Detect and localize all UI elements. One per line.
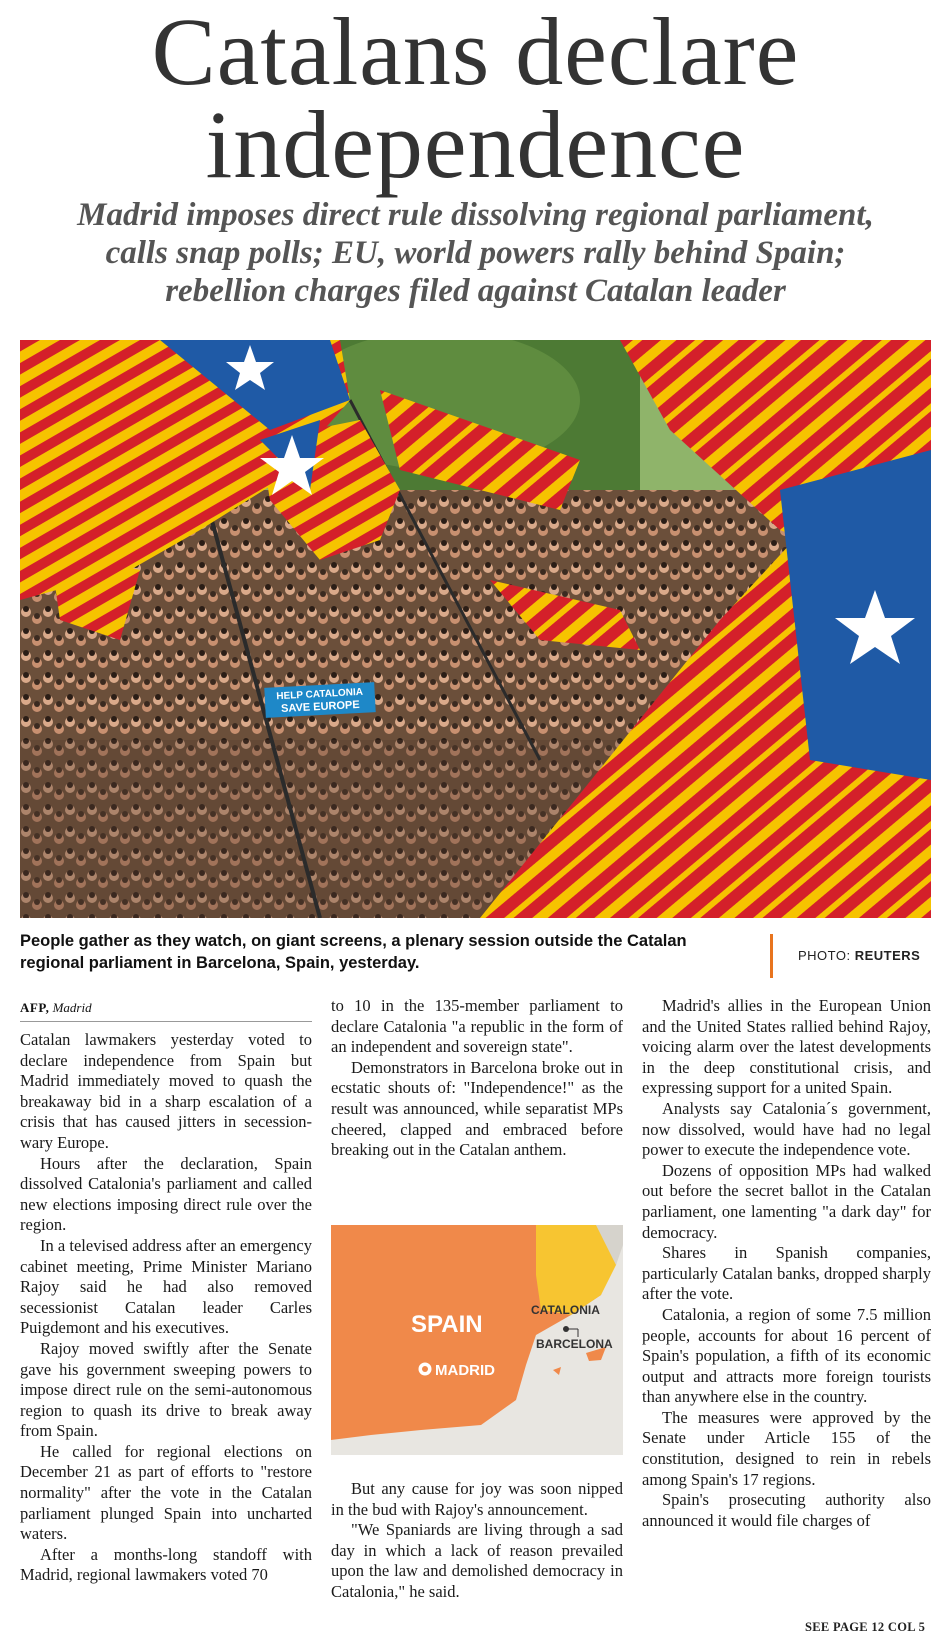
- subheadline: [20, 196, 931, 310]
- paragraph: "We Spaniards are living through a sad day in which a lack of reason prevailed upon the law and demolished democracy in Catalonia," he said.: [331, 1520, 623, 1601]
- byline-divider: [20, 1021, 312, 1022]
- photo-credit: [798, 948, 920, 963]
- byline-agency: AFP,: [20, 1000, 50, 1015]
- photo-credit-source: REUTERS: [854, 948, 921, 963]
- headline-line-1: Catalans declare: [151, 0, 800, 105]
- paragraph: After a months-long standoff with Madrid, regional lawmakers voted 70: [20, 1544, 312, 1585]
- article-column-2: [331, 996, 623, 1161]
- spain-map: [331, 1225, 623, 1455]
- byline-location: Madrid: [52, 1000, 92, 1015]
- paragraph: Analysts say Catalonia´s government, now dissolved, would have had no legal power to execute the independence vote.: [642, 1098, 931, 1160]
- subhead-line-2: calls snap polls; EU, world powers rally behind Spain;: [105, 235, 846, 271]
- paragraph: Demonstrators in Barcelona broke out in ecstatic shouts of: "Independence!" as the result was announced, while separatist MPs cheered, clapped and embraced before breaking out in the Catalan anthem.: [331, 1057, 623, 1160]
- map-label-catalonia: CATALONIA: [531, 1303, 600, 1317]
- headline-line-2: independence: [205, 91, 746, 198]
- map-label-madrid: MADRID: [435, 1362, 495, 1379]
- lead-photo: [20, 340, 931, 918]
- map-label-barcelona: BARCELONA: [536, 1337, 613, 1351]
- paragraph: The measures were approved by the Senate under Article 155 of the constitution, designed to rein in rebels among Spain's 17 regions.: [642, 1407, 931, 1489]
- paragraph: He called for regional elections on December 21 as part of efforts to "restore normality" after the vote in the Catalan parliament plunged Spain into uncharted waters.: [20, 1441, 312, 1544]
- photo-sign-line-2: SAVE EUROPE: [280, 698, 360, 716]
- photo-sign-line-1: HELP CATALONIA: [276, 686, 364, 703]
- paragraph: to 10 in the 135-member parliament to declare Catalonia "a republic in the form of an independent and sovereign state".: [331, 996, 623, 1057]
- article-column-3: [642, 996, 931, 1531]
- paragraph: Shares in Spanish companies, particularly Catalan banks, dropped sharply after the vote.: [642, 1243, 931, 1304]
- photo-credit-label: PHOTO:: [798, 948, 855, 963]
- paragraph: Rajoy moved swiftly after the Senate gave his government sweeping powers to impose direct rule on the semi-autonomous region to quash its drive to break away from Spain.: [20, 1338, 312, 1441]
- subhead-line-1: Madrid imposes direct rule dissolving regional parliament,: [77, 197, 874, 233]
- locator-map: [331, 1225, 623, 1455]
- byline: [20, 1000, 92, 1016]
- article-column-2-continued: [331, 1479, 623, 1603]
- paragraph: In a televised address after an emergency cabinet meeting, Prime Minister Mariano Rajoy said he had also removed secessionist Catalan leader Carles Puigdemont and his executives.: [20, 1235, 312, 1338]
- paragraph: Spain's prosecuting authority also announced it would file charges of: [642, 1490, 931, 1530]
- paragraph: Catalan lawmakers yesterday voted to declare independence from Spain but Madrid immediately moved to quash the breakaway bid in a sharp escalation of a crisis that has caused jitters in secession-wary Europe.: [20, 1030, 312, 1152]
- caption-divider: [770, 934, 773, 978]
- subhead-line-3: rebellion charges filed against Catalan leader: [165, 273, 786, 309]
- map-label-spain: SPAIN: [411, 1311, 483, 1338]
- paragraph: Madrid's allies in the European Union and the United States rallied behind Rajoy, voicing alarm over the latest developments in the deep constitutional crisis, and expressing support for a united Spain.: [642, 996, 931, 1098]
- paragraph: Dozens of opposition MPs had walked out before the secret ballot in the Catalan parliament, one lamenting "a dark day" for democracy.: [642, 1160, 931, 1242]
- paragraph: Catalonia, a region of some 7.5 million people, accounts for about 16 percent of Spain's population, a fifth of its economic output and attracts more foreign tourists than anywhere else in the country.: [642, 1304, 931, 1407]
- paragraph: But any cause for joy was soon nipped in the bud with Rajoy's announcement.: [331, 1479, 623, 1519]
- photo-caption: People gather as they watch, on giant screens, a plenary session outside the Catalan regional parliament in Barcelona, Spain, yesterday.: [20, 932, 687, 972]
- paragraph: Hours after the declaration, Spain dissolved Catalonia's parliament and called new elections imposing direct rule over the region.: [20, 1153, 312, 1235]
- continued-on-page[interactable]: SEE PAGE 12 COL 5: [805, 1620, 926, 1634]
- article-column-1: [20, 1030, 312, 1586]
- crowd-with-flags-illustration: [20, 340, 931, 918]
